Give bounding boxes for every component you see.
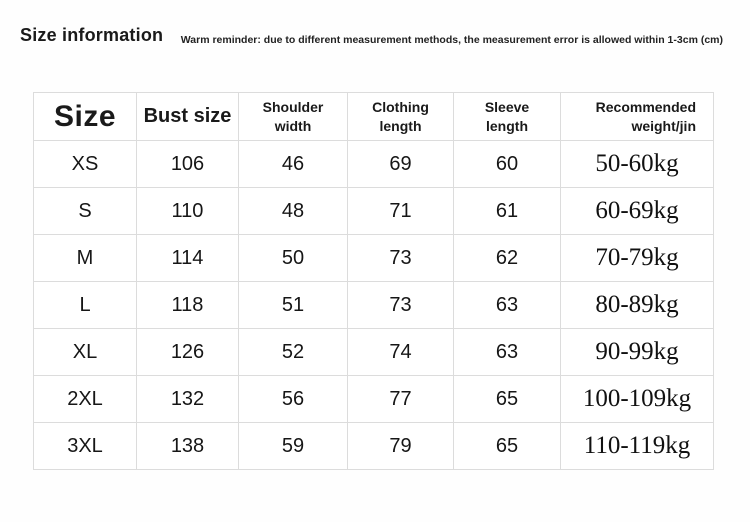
clothing-length-value: 79 xyxy=(348,423,454,470)
bust-size-value: 110 xyxy=(137,188,239,235)
shoulder-width-value: 46 xyxy=(239,141,348,188)
clothing-length-value: 73 xyxy=(348,235,454,282)
recommended-weight-value: 100-109kg xyxy=(561,376,714,423)
sleeve-length-value: 63 xyxy=(454,329,561,376)
shoulder-width-value: 50 xyxy=(239,235,348,282)
size-label: M xyxy=(34,235,137,282)
bust-size-value: 138 xyxy=(137,423,239,470)
measurement-reminder-text: Warm reminder: due to different measurement methods, the measurement error is allowed within 1-3cm (cm) xyxy=(180,34,723,46)
header-recommended-weight: Recommended weight/jin xyxy=(561,93,714,141)
sleeve-length-value: 62 xyxy=(454,235,561,282)
header-bust-size: Bust size xyxy=(137,93,239,141)
bust-size-value: 132 xyxy=(137,376,239,423)
table-row-m xyxy=(34,235,714,282)
table-row-xl xyxy=(34,329,714,376)
bust-size-value: 118 xyxy=(137,282,239,329)
recommended-weight-value: 50-60kg xyxy=(561,141,714,188)
table-row-xs xyxy=(34,141,714,188)
sleeve-length-value: 60 xyxy=(454,141,561,188)
size-label: L xyxy=(34,282,137,329)
recommended-weight-value: 80-89kg xyxy=(561,282,714,329)
header-shoulder-width: Shoulder width xyxy=(239,93,348,141)
recommended-weight-value: 90-99kg xyxy=(561,329,714,376)
size-label: XS xyxy=(34,141,137,188)
recommended-weight-value: 110-119kg xyxy=(561,423,714,470)
clothing-length-value: 71 xyxy=(348,188,454,235)
page-title: Size information xyxy=(20,25,164,45)
bust-size-value: 114 xyxy=(137,235,239,282)
shoulder-width-value: 59 xyxy=(239,423,348,470)
sleeve-length-value: 61 xyxy=(454,188,561,235)
table-row-s xyxy=(34,188,714,235)
bust-size-value: 126 xyxy=(137,329,239,376)
size-label: S xyxy=(34,188,137,235)
clothing-length-value: 77 xyxy=(348,376,454,423)
table-row-l xyxy=(34,282,714,329)
size-label: 3XL xyxy=(34,423,137,470)
size-label: 2XL xyxy=(34,376,137,423)
header-size: Size xyxy=(34,93,137,141)
recommended-weight-value: 60-69kg xyxy=(561,188,714,235)
shoulder-width-value: 51 xyxy=(239,282,348,329)
clothing-length-value: 69 xyxy=(348,141,454,188)
header-clothing-length: Clothing length xyxy=(348,93,454,141)
clothing-length-value: 73 xyxy=(348,282,454,329)
table-row-2xl xyxy=(34,376,714,423)
sleeve-length-value: 65 xyxy=(454,423,561,470)
shoulder-width-value: 52 xyxy=(239,329,348,376)
header-sleeve-length: Sleeve length xyxy=(454,93,561,141)
bust-size-value: 106 xyxy=(137,141,239,188)
size-chart-header-row xyxy=(34,93,714,141)
size-label: XL xyxy=(34,329,137,376)
table-row-3xl xyxy=(34,423,714,470)
sleeve-length-value: 63 xyxy=(454,282,561,329)
clothing-length-value: 74 xyxy=(348,329,454,376)
recommended-weight-value: 70-79kg xyxy=(561,235,714,282)
shoulder-width-value: 56 xyxy=(239,376,348,423)
size-chart-table xyxy=(33,92,714,470)
shoulder-width-value: 48 xyxy=(239,188,348,235)
sleeve-length-value: 65 xyxy=(454,376,561,423)
